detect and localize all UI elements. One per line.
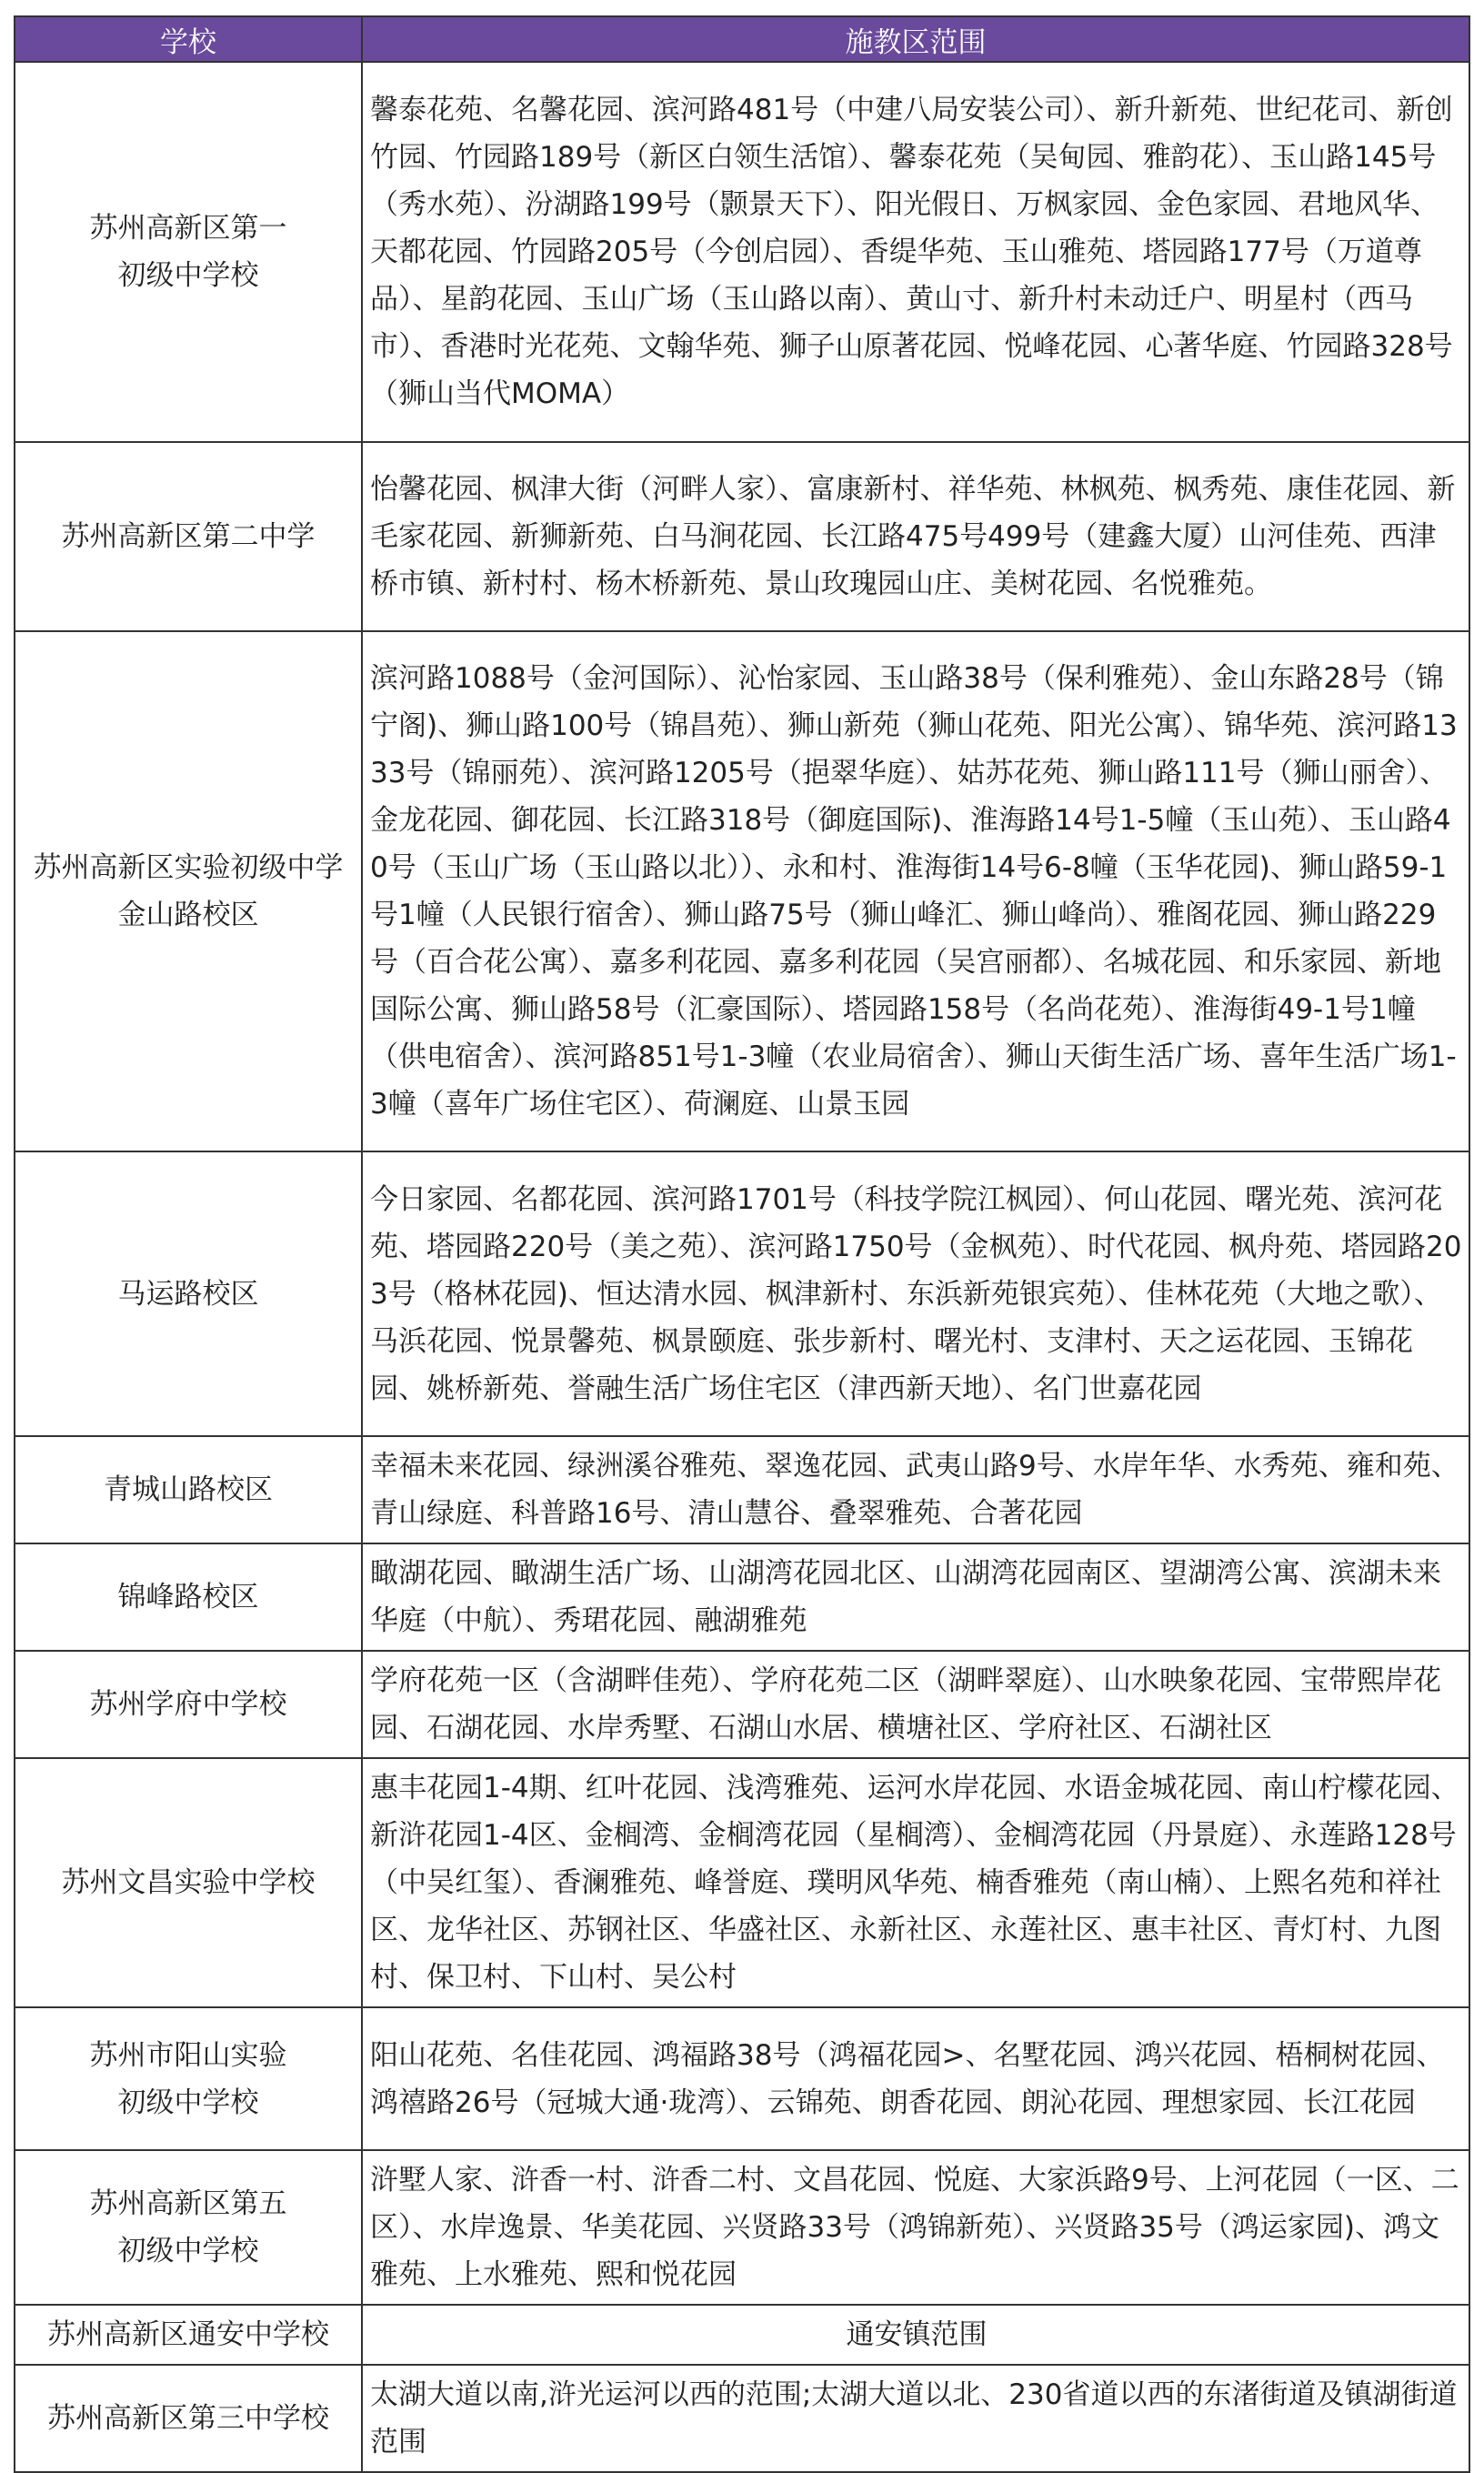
school-cell bbox=[15, 1436, 362, 1543]
header-scope: 施教区范围 bbox=[362, 16, 1469, 62]
scope-cell: 幸福未来花园、绿洲溪谷雅苑、翠逸花园、武夷山路9号、水岸年华、水秀苑、雍和苑、青山绿庭、科普路16号、清山慧谷、叠翠雅苑、合著花园 bbox=[362, 1436, 1469, 1543]
school-cell bbox=[15, 2365, 362, 2472]
school-cell bbox=[15, 2305, 362, 2365]
scope-cell: 太湖大道以南,浒光运河以西的范围;太湖大道以北、230省道以西的东渚街道及镇湖街道范围 bbox=[362, 2365, 1469, 2472]
school-cell bbox=[15, 1651, 362, 1758]
school-cell bbox=[15, 62, 362, 442]
table-row bbox=[15, 1543, 1469, 1651]
school-name-line: 初级中学校 bbox=[117, 259, 259, 292]
table-row bbox=[15, 2365, 1469, 2472]
school-name-line: 苏州学府中学校 bbox=[89, 1688, 287, 1721]
scope-cell: 阳山花苑、名佳花园、鸿福路38号（鸿福花园>、名墅花园、鸿兴花园、梧桐树花园、鸿禧路26号（冠城大通·珑湾）、云锦苑、朗香花园、朗沁花园、理想家园、长江花园 bbox=[362, 2007, 1469, 2150]
school-cell bbox=[15, 1758, 362, 2007]
school-cell bbox=[15, 2007, 362, 2150]
table-row bbox=[15, 2150, 1469, 2305]
school-name-line: 苏州高新区第五 bbox=[89, 2187, 287, 2220]
school-cell bbox=[15, 442, 362, 631]
school-name-line: 青城山路校区 bbox=[104, 1473, 273, 1506]
school-name-line: 金山路校区 bbox=[117, 899, 259, 931]
table-row bbox=[15, 631, 1469, 1151]
table-row bbox=[15, 62, 1469, 442]
school-name-line: 苏州高新区第三中学校 bbox=[47, 2402, 329, 2435]
scope-cell: 通安镇范围 bbox=[362, 2305, 1469, 2365]
scope-cell: 馨泰花苑、名馨花园、滨河路481号（中建八局安装公司）、新升新苑、世纪花司、新创竹园、竹园路189号（新区白领生活馆）、馨泰花苑（吴甸园、雅韵花）、玉山路145号（秀水苑）、汾湖路199号（颢景天下）、阳光假日、万枫家园、金色家园、君地风华、天都花园、竹园路205号（今创启园）、香缇华苑、玉山雅苑、塔园路177号（万道尊品）、星韵花园、玉山广场（玉山路以南）、黄山寸、新升村未动迁户、明星村（西马市）、香港时光花苑、文翰华苑、狮子山原著花园、悦峰花园、心著华庭、竹园路328号（狮山当代MOMA） bbox=[362, 62, 1469, 442]
school-cell bbox=[15, 1151, 362, 1436]
table-row bbox=[15, 2007, 1469, 2150]
scope-cell: 浒墅人家、浒香一村、浒香二村、文昌花园、悦庭、大家浜路9号、上河花园（一区、二区）、水岸逸景、华美花园、兴贤路33号（鸿锦新苑）、兴贤路35号（鸿运家园)、鸿文雅苑、上水雅苑、熙和悦花园 bbox=[362, 2150, 1469, 2305]
table-header-row bbox=[15, 16, 1469, 62]
school-cell bbox=[15, 631, 362, 1151]
table-row bbox=[15, 1758, 1469, 2007]
school-name-line: 苏州高新区实验初级中学 bbox=[33, 851, 344, 884]
scope-cell: 惠丰花园1-4期、红叶花园、浅湾雅苑、运河水岸花园、水语金城花园、南山柠檬花园、新浒花园1-4区、金榈湾、金榈湾花园（星榈湾）、金榈湾花园（丹景庭）、永莲路128号（中吴红玺）、香澜雅苑、峰誉庭、璞明风华苑、楠香雅苑（南山楠）、上熙名苑和祥社区、龙华社区、苏钢社区、华盛社区、永新社区、永莲社区、惠丰社区、青灯村、九图村、保卫村、下山村、吴公村 bbox=[362, 1758, 1469, 2007]
table-row bbox=[15, 1651, 1469, 1758]
scope-cell: 滨河路1088号（金河国际）、沁怡家园、玉山路38号（保利雅苑）、金山东路28号（锦宁阁)、狮山路100号（锦昌苑）、狮山新苑（狮山花苑、阳光公寓）、锦华苑、滨河路1333号（锦丽苑）、滨河路1205号（挹翠华庭）、姑苏花苑、狮山路111号（狮山丽舍）、金龙花园、御花园、长江路318号（御庭国际)、淮海路14号1-5幢（玉山苑）、玉山路40号（玉山广场（玉山路以北））、永和村、淮海街14号6-8幢（玉华花园)、狮山路59-1号1幢（人民银行宿舍）、狮山路75号（狮山峰汇、狮山峰尚）、雅阁花园、狮山路229号（百合花公寓）、嘉多利花园、嘉多利花园（吴宫丽都）、名城花园、和乐家园、新地国际公寓、狮山路58号（汇豪国际）、塔园路158号（名尚花苑）、淮海街49-1号1幢（供电宿舍）、滨河路851号1-3幢（农业局宿舍）、狮山天街生活广场、喜年生活广场1-3幢（喜年广场住宅区）、荷澜庭、山景玉园 bbox=[362, 631, 1469, 1151]
school-name-line: 马运路校区 bbox=[117, 1277, 259, 1311]
table-row bbox=[15, 1151, 1469, 1436]
header-school: 学校 bbox=[15, 16, 362, 62]
school-cell bbox=[15, 1543, 362, 1651]
school-name-line: 苏州高新区第一 bbox=[89, 212, 287, 245]
school-name-line: 苏州高新区第二中学 bbox=[61, 520, 316, 553]
school-name-line: 初级中学校 bbox=[117, 2235, 259, 2267]
school-cell bbox=[15, 2150, 362, 2305]
table-row bbox=[15, 1436, 1469, 1543]
school-name-line: 苏州市阳山实验 bbox=[89, 2038, 287, 2072]
scope-cell: 瞰湖花园、瞰湖生活广场、山湖湾花园北区、山湖湾花园南区、望湖湾公寓、滨湖未来华庭（中航）、秀珺花园、融湖雅苑 bbox=[362, 1543, 1469, 1651]
school-name-line: 苏州高新区通安中学校 bbox=[47, 2318, 329, 2351]
table-row bbox=[15, 2305, 1469, 2365]
scope-cell: 学府花苑一区（含湖畔佳苑）、学府花苑二区（湖畔翠庭）、山水映象花园、宝带熙岸花园、石湖花园、水岸秀墅、石湖山水居、横塘社区、学府社区、石湖社区 bbox=[362, 1651, 1469, 1758]
scope-cell: 怡馨花园、枫津大街（河畔人家）、富康新村、祥华苑、林枫苑、枫秀苑、康佳花园、新毛家花园、新狮新苑、白马涧花园、长江路475号499号（建鑫大厦）山河佳苑、西津桥市镇、新村村、杨木桥新苑、景山玫瑰园山庄、美树花园、名悦雅苑。 bbox=[362, 442, 1469, 631]
school-district-table bbox=[14, 15, 1470, 2473]
school-name-line: 锦峰路校区 bbox=[117, 1581, 259, 1613]
table-row bbox=[15, 442, 1469, 631]
school-name-line: 苏州文昌实验中学校 bbox=[61, 1866, 316, 1899]
scope-cell: 今日家园、名都花园、滨河路1701号（科技学院江枫园）、何山花园、曙光苑、滨河花苑、塔园路220号（美之苑）、滨河路1750号（金枫苑）、时代花园、枫舟苑、塔园路203号（格林花园)、恒达清水园、枫津新村、东浜新苑银宾苑）、佳林花苑（大地之歌）、马浜花园、悦景馨苑、枫景颐庭、张步新村、曙光村、支津村、天之运花园、玉锦花园、姚桥新苑、誉融生活广场住宅区（津西新天地）、名门世嘉花园 bbox=[362, 1151, 1469, 1436]
school-district-table-container bbox=[14, 15, 1469, 2473]
school-name-line: 初级中学校 bbox=[117, 2086, 259, 2119]
